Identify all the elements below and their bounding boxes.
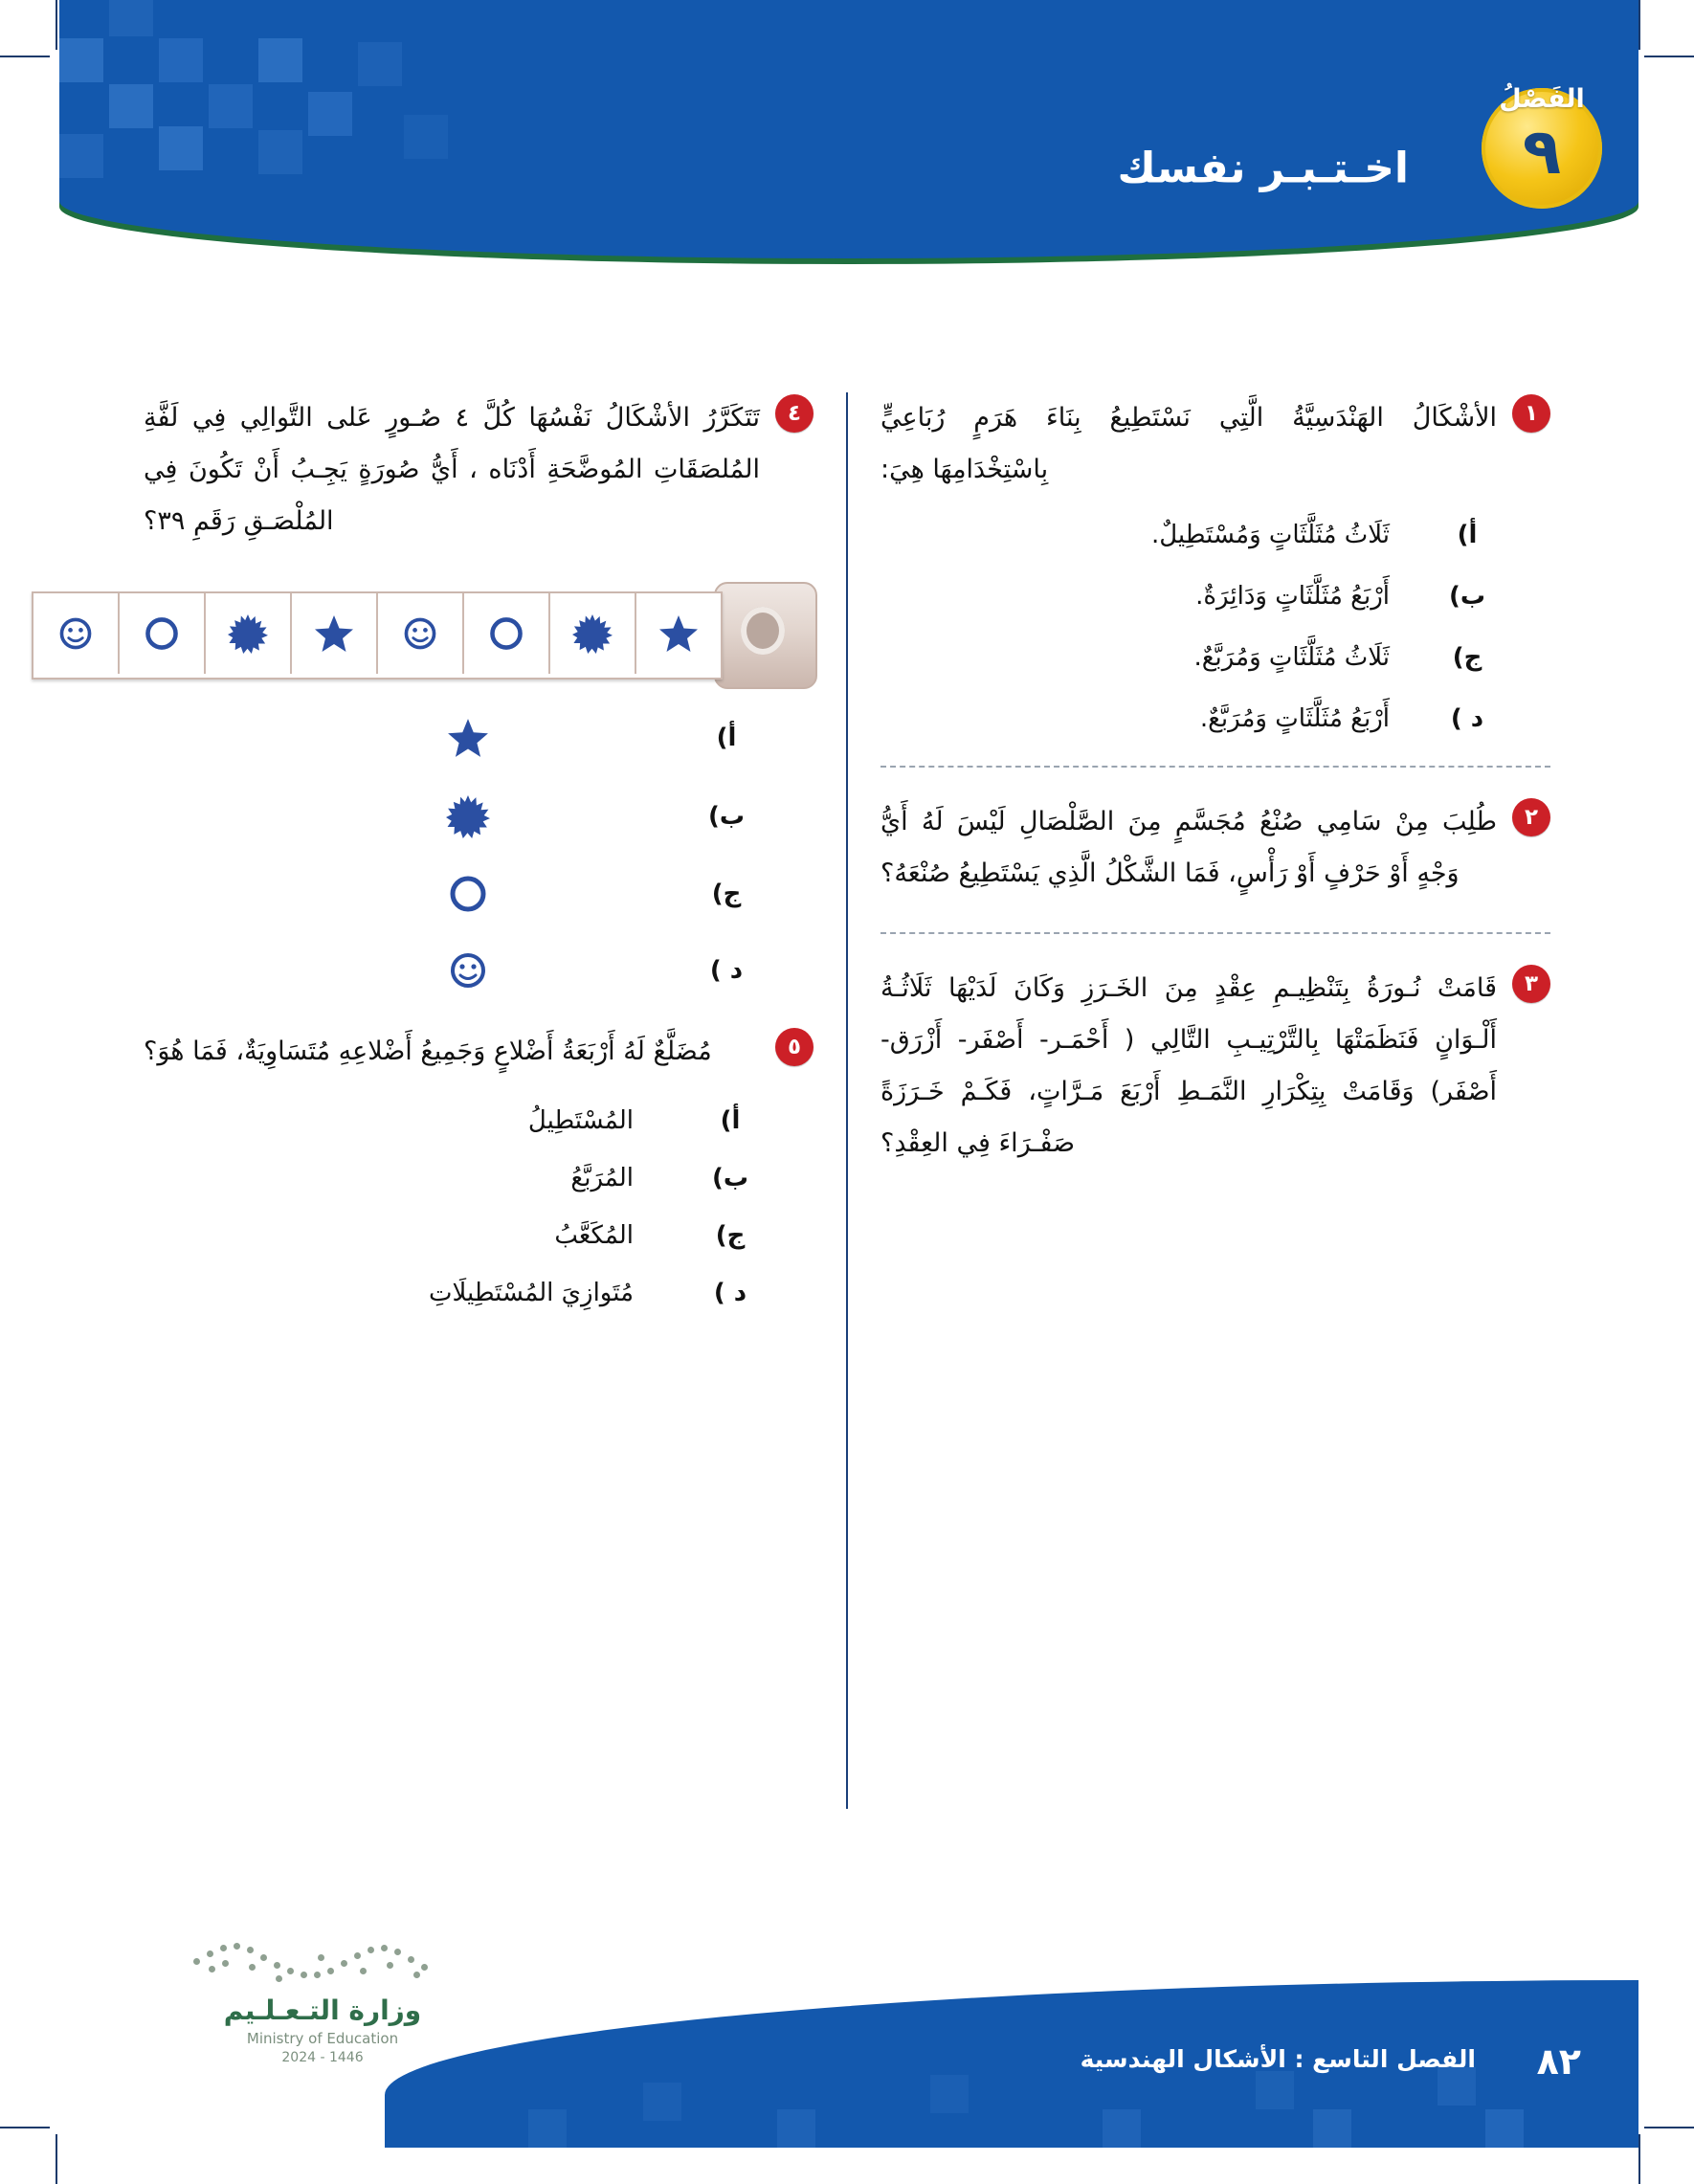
column-divider <box>846 392 848 1809</box>
crop-mark-top-right-horizontal <box>1644 56 1694 57</box>
choice-letter: ج) <box>711 880 742 908</box>
crop-mark-top-right-vertical <box>1638 0 1640 50</box>
choice-letter: أ) <box>1457 521 1478 549</box>
crop-mark-top-left-vertical <box>56 0 57 50</box>
choice-letter: ج) <box>1452 643 1482 672</box>
crop-mark-bottom-left-horizontal <box>0 2127 50 2128</box>
choice-figure <box>243 873 693 915</box>
sticker-cell-circle <box>462 593 548 674</box>
choice-letter: د ) <box>713 1279 747 1307</box>
starburst-icon <box>446 794 490 838</box>
choice-figure <box>243 949 693 992</box>
choice-letter: ب) <box>1448 582 1485 611</box>
choice-text: المُكَعَّبُ <box>554 1221 634 1250</box>
choice-text: ثَلَاثُ مُثَلَّثَاتٍ وَمُسْتَطِيلٌ. <box>1150 521 1390 549</box>
choice-row[interactable] <box>880 521 1497 549</box>
separator-2 <box>880 932 1550 934</box>
choice-row[interactable] <box>880 643 1497 672</box>
question-3-text: قَامَتْ نُـورَةُ بِتَنْظِيـمِ عِقْدٍ مِنَ الخَـرَزِ وَكَانَ لَدَيْهَا ثَلَاثُـةُ أَلْـوَانٍ فَنَظَمَتْهَا بِالتَّرْتِيـبِ التَّالِي ( أَحْمَـر- أَصْفَر- أَزْرَق- أَصْفَر) وَقَامَتْ بِتِكْرَارِ النَّمَـطِ أَرْبَعَ مَـرَّاتٍ، فَكَـمْ خَـرَزَةً صَفْـرَاءَ فِي العِقْدِ؟ <box>880 973 1497 1158</box>
chapter-badge-label: الفَصْلُ <box>1499 84 1585 114</box>
question-1 <box>880 392 1550 733</box>
question-3 <box>880 963 1550 1170</box>
choice-letter: أ) <box>720 1106 741 1135</box>
sticker-cell-starburst <box>548 593 635 674</box>
sticker-cell-smiley <box>33 593 118 674</box>
crop-mark-top-left-horizontal <box>0 56 50 57</box>
question-4-choices <box>144 716 814 992</box>
crop-mark-bottom-right-horizontal <box>1644 2127 1694 2128</box>
choice-row[interactable] <box>144 716 760 760</box>
question-1-text: الأشْكَالُ الهَنْدَسِيَّةُ الَّتِي نَسْتَطِيعُ بِنَاءَ هَرَمٍ رُبَاعِيٍّ بِاسْتِخْدَامِهَا هِيَ: <box>880 403 1497 484</box>
footer-chapter-label: الفصل التاسع : الأشكال الهندسية <box>1080 2045 1476 2073</box>
sticker-cell-star <box>290 593 376 674</box>
choice-row[interactable] <box>144 1106 760 1135</box>
sticker-cell-starburst <box>204 593 290 674</box>
chapter-badge-number: ٩ <box>1522 115 1562 189</box>
choice-row[interactable] <box>144 873 760 915</box>
choice-letter: د ) <box>709 956 744 985</box>
question-4-number: ٤ <box>775 394 814 433</box>
choice-figure <box>243 716 693 760</box>
crop-mark-bottom-left-vertical <box>56 2134 57 2184</box>
sticker-cell-circle <box>118 593 204 674</box>
question-2 <box>880 796 1550 900</box>
choice-letter: ب) <box>707 802 745 831</box>
page-footer <box>59 1918 1638 2148</box>
question-5-choices <box>144 1106 814 1307</box>
ministry-year: 2024 - 1446 <box>281 2050 364 2065</box>
left-column <box>144 392 814 1336</box>
separator-1 <box>880 766 1550 768</box>
choice-row[interactable] <box>144 794 760 838</box>
choice-letter: أ) <box>716 724 737 752</box>
choice-row[interactable] <box>144 949 760 992</box>
ministry-name-arabic: وزارة التـعـلـيم <box>223 1995 422 2026</box>
question-5-number: ٥ <box>775 1028 814 1066</box>
page-title: اخـتـبـر نفسك <box>1117 144 1409 193</box>
circle-icon <box>447 873 489 915</box>
question-5 <box>144 1026 814 1307</box>
smiley-icon <box>447 949 489 992</box>
right-column <box>880 392 1550 1191</box>
choice-row[interactable] <box>144 1279 760 1307</box>
page-content <box>144 392 1550 1847</box>
question-4 <box>144 392 814 992</box>
choice-row[interactable] <box>144 1221 760 1250</box>
choice-letter: ج) <box>715 1221 746 1250</box>
question-3-number: ٣ <box>1512 965 1550 1003</box>
choice-row[interactable] <box>880 704 1497 733</box>
sticker-cell-smiley <box>376 593 462 674</box>
star-icon <box>446 716 490 760</box>
roll-core-icon <box>714 582 814 685</box>
logo-dots-pattern <box>165 1943 480 1985</box>
choice-text: أَرْبَعُ مُثَلَّثَاتٍ وَدَائِرَةٌ. <box>1195 582 1390 611</box>
choice-row[interactable] <box>144 1164 760 1192</box>
question-4-text: تَتَكَرَّرُ الأشْكَالُ نَفْسُهَا كُلَّ ٤ صُـورٍ عَلى التَّوالِي فِي لَفَّةِ المُلصَقَاتِ المُوضَّحَةِ أَدْنَاه ، أَيُّ صُورَةٍ يَجِـبُ أَنْ تَكُونَ فِي المُلْصَـقِ رَقَمِ ٣٩؟ <box>144 403 760 536</box>
ministry-name-english: Ministry of Education <box>246 2030 399 2047</box>
sticker-roll-figure <box>144 576 814 691</box>
question-5-text: مُضَلَّعٌ لَهُ أَرْبَعَةُ أَضْلاعٍ وَجَمِيعُ أَضْلاعِهِ مُتَسَاوِيَةٌ، فَمَا هُوَ؟ <box>144 1036 712 1066</box>
page-header-banner <box>59 0 1638 287</box>
ministry-of-education-logo <box>165 1943 480 2065</box>
question-2-text: طُلِبَ مِنْ سَامِي صُنْعُ مُجَسَّمٍ مِنَ الصَّلْصَالِ لَيْسَ لَهُ أَيُّ وَجْهٍ أَوْ حَرْفٍ أَوْ رَأْسٍ، فَمَا الشَّكْلُ الَّذِي يَسْتَطِيعُ صُنْعَهُ؟ <box>880 807 1497 888</box>
sticker-cell-star <box>635 593 721 674</box>
choice-text: مُتَوازِيَ المُسْتَطِيلَاتِ <box>429 1279 634 1307</box>
choice-figure <box>243 794 693 838</box>
choice-letter: د ) <box>1450 704 1484 733</box>
question-1-choices <box>880 521 1550 733</box>
question-2-number: ٢ <box>1512 798 1550 836</box>
choice-text: أَرْبَعُ مُثَلَّثَاتٍ وَمُرَبَّعٌ. <box>1199 704 1390 733</box>
choice-letter: ب) <box>711 1164 748 1192</box>
chapter-badge <box>1482 57 1602 220</box>
sticker-strip <box>32 591 723 680</box>
choice-text: المُسْتَطِيلُ <box>527 1106 634 1135</box>
choice-row[interactable] <box>880 582 1497 611</box>
crop-mark-bottom-right-vertical <box>1638 2134 1640 2184</box>
page-number: ٨٢ <box>1536 2040 1581 2083</box>
question-1-number: ١ <box>1512 394 1550 433</box>
header-mosaic-decoration <box>59 0 557 230</box>
choice-text: ثَلَاثُ مُثَلَّثَاتٍ وَمُرَبَّعٌ. <box>1193 643 1390 672</box>
choice-text: المُرَبَّعُ <box>570 1164 634 1192</box>
